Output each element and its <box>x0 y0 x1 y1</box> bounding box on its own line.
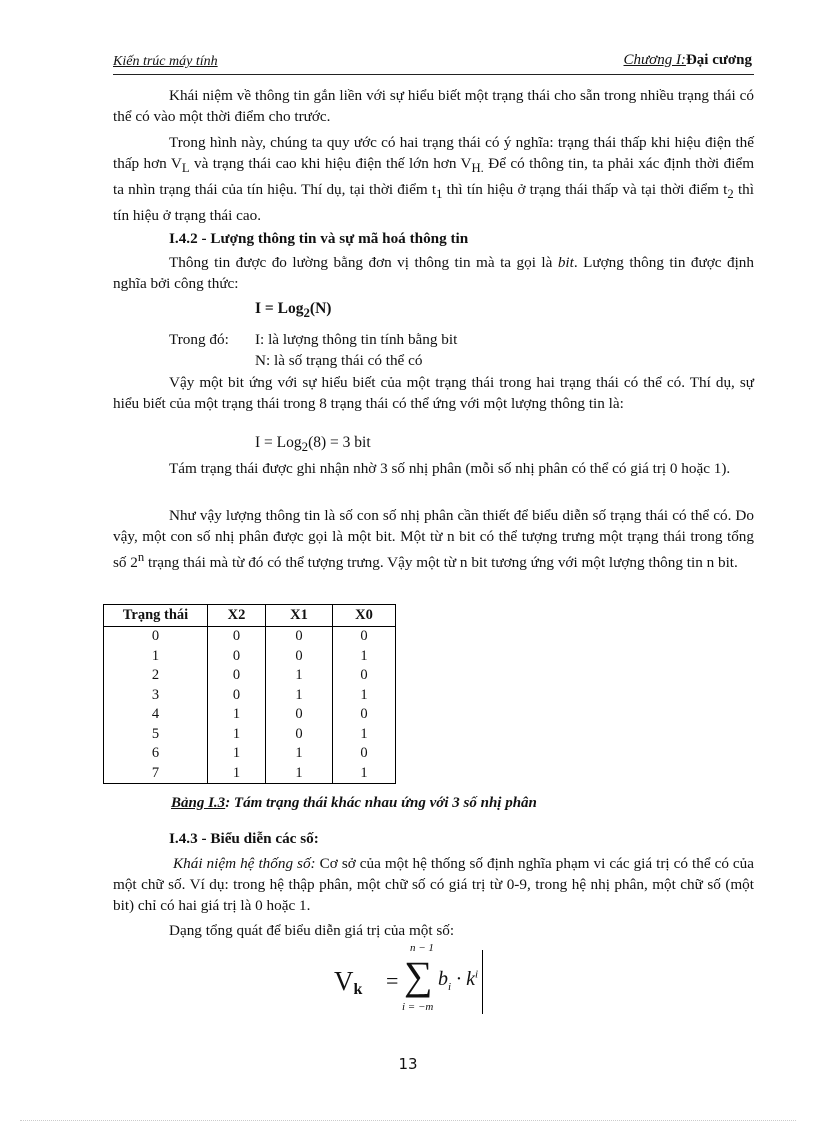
sum-upper-limit: n − 1 <box>410 942 434 954</box>
cell: 1 <box>333 686 396 706</box>
legend-line-n: N: là số trạng thái có thể có <box>255 352 423 369</box>
cell: 1 <box>266 764 333 784</box>
cell: 1 <box>208 744 266 764</box>
section-heading-number-representation: I.4.3 - Biểu diễn các số: <box>169 830 319 847</box>
formula-log-8: I = Log$_2$(8) = 3 bit <box>255 434 371 455</box>
paragraph-information-concept: Khái niệm về thông tin gắn liền với sự hiểu biết một trạng thái cho sẵn trong nhiều trạng thái có thể có vào một thời điểm cho trước. <box>113 87 754 125</box>
table-row <box>104 705 396 725</box>
header-chapter-title: Đại cương <box>685 52 752 68</box>
paragraph-general-form: Dạng tổng quát để biểu diễn giá trị của một số: <box>169 922 455 939</box>
legend-lines <box>255 329 457 371</box>
cell: 1 <box>333 725 396 745</box>
formula-divider <box>482 950 483 1014</box>
cell: 6 <box>104 744 208 764</box>
header-book-title: Kiến trúc máy tính <box>113 54 218 69</box>
legend-line-i: I: là lượng thông tin tính bằng bit <box>255 331 458 348</box>
formula-legend <box>169 329 229 350</box>
cell: 7 <box>104 764 208 784</box>
table-row <box>104 627 396 647</box>
cell: 0 <box>208 666 266 686</box>
cell: 0 <box>266 647 333 667</box>
formula-sum-representation <box>330 944 485 1016</box>
sum-lower-limit: i = −m <box>402 1001 434 1013</box>
cell: 0 <box>266 627 333 647</box>
header-x1: X1 <box>266 605 333 627</box>
cell: 2 <box>104 666 208 686</box>
table-row <box>104 725 396 745</box>
cell: 1 <box>208 705 266 725</box>
sum-term: $b_i \cdot k^i$ <box>438 968 479 993</box>
header-state: Trạng thái <box>104 605 208 627</box>
states-table <box>103 604 396 784</box>
cell: 3 <box>104 686 208 706</box>
cell: 0 <box>208 627 266 647</box>
header-x2: X2 <box>208 605 266 627</box>
page-number: 13 <box>398 1055 418 1073</box>
header-chapter <box>624 52 753 69</box>
table-row <box>104 686 396 706</box>
legend-label: Trong đó: <box>169 331 229 348</box>
cell: 4 <box>104 705 208 725</box>
formula-v-k: $V_k$ <box>334 966 363 998</box>
table-row <box>104 744 396 764</box>
table-row <box>104 647 396 667</box>
cell: 0 <box>266 705 333 725</box>
cell: 0 <box>208 686 266 706</box>
cell: 1 <box>333 764 396 784</box>
header-x0: X0 <box>333 605 396 627</box>
table-header-row <box>104 605 396 627</box>
caption-label: Bảng I.3 <box>171 795 226 811</box>
caption-text: : Tám trạng thái khác nhau ứng với 3 số nhị phân <box>225 795 537 811</box>
page-header <box>113 52 754 75</box>
paragraph-voltage-states: Trong hình này, chúng ta quy ước có hai trạng thái có ý nghĩa: trạng thái thấp khi hiệu điện thế thấp hơn $V_L$ và trạng thái cao khi hiệu điện thế lớn hơn $V_{H.}$ Để có thông tin, ta phải xác định thời điểm ta nhìn trạng thái của tín hiệu. Thí dụ, tại thời điểm $t_1$ thì tín hiệu ở trạng thái thấp và tại thời điểm $t_2$ thì tín hiệu ở trạng thái cao. <box>113 134 755 225</box>
cell: 0 <box>208 647 266 667</box>
cell: 0 <box>333 744 396 764</box>
cell: 0 <box>333 705 396 725</box>
cell: 0 <box>266 725 333 745</box>
section-heading-information-amount: I.4.2 - Lượng thông tin và sự mã hoá thông tin <box>169 230 469 247</box>
sigma-icon: ∑ <box>404 953 433 998</box>
formula-log-n: I = Log$_2$(N) <box>255 300 332 321</box>
table-caption <box>171 795 537 812</box>
formula-equals: = <box>386 968 399 993</box>
paragraph-number-system: Khái niệm hệ thống số: Cơ sở của một hệ thống số định nghĩa phạm vi các giá trị có thể có của một chữ số. Ví dụ: trong hệ thập phân, một chữ số có giá trị từ 0-9, trong hệ nhị phân, một chữ số (một bit) chỉ có hai giá trị là 0 hoặc 1. <box>113 855 755 914</box>
cell: 1 <box>104 647 208 667</box>
paragraph-bit-meaning: Vậy một bit ứng với sự hiểu biết của một trạng thái trong hai trạng thái có thể có. Thí dụ, sự hiểu biết của một trạng thái trong 8 trạng thái có thể ứng với một lượng thông tin là: <box>113 374 754 412</box>
header-chapter-number: Chương I: <box>623 52 686 68</box>
cell: 0 <box>104 627 208 647</box>
table-row <box>104 666 396 686</box>
cell: 1 <box>208 725 266 745</box>
cell: 1 <box>266 666 333 686</box>
table-row <box>104 764 396 784</box>
cell: 0 <box>333 627 396 647</box>
cell: 1 <box>333 647 396 667</box>
cell: 1 <box>266 744 333 764</box>
footer-dotted-line <box>20 1120 796 1121</box>
paragraph-eight-states: Tám trạng thái được ghi nhận nhờ 3 số nhị phân (mỗi số nhị phân có thể có giá trị 0 hoặc 1). <box>169 460 731 477</box>
paragraph-bit-definition: Thông tin được đo lường bằng đơn vị thông tin mà ta gọi là bit. Lượng thông tin được định nghĩa bởi công thức: <box>113 254 754 292</box>
cell: 1 <box>208 764 266 784</box>
paragraph-n-bit-word: Như vậy lượng thông tin là số con số nhị phân cần thiết để biểu diễn số trạng thái có thể có. Do vậy, một con số nhị phân được gọi là một bit. Một từ n bit có thể tượng trưng một trạng thái trong tổng số 2$^n$ trạng thái mà từ đó có thể tượng trưng. Vậy một từ n bit tương ứng với một lượng thông tin n bit. <box>113 507 754 572</box>
cell: 1 <box>266 686 333 706</box>
cell: 0 <box>333 666 396 686</box>
cell: 5 <box>104 725 208 745</box>
